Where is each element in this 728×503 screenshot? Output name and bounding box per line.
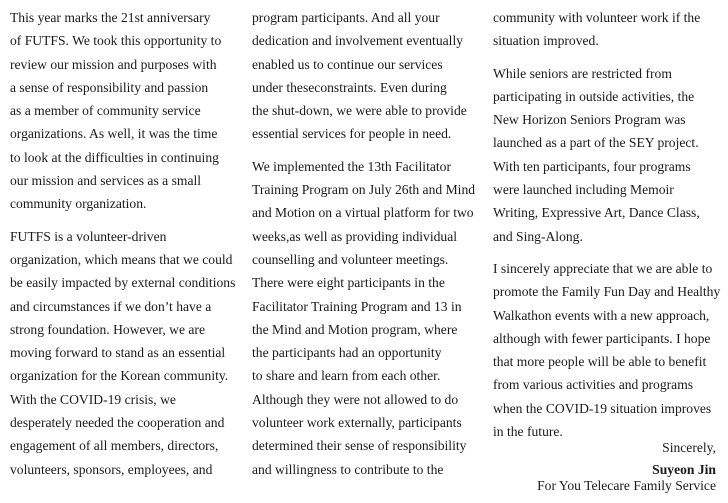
text-line: organization for the Korean community. [10,368,229,384]
text-line: that more people will be able to benefit [493,354,707,370]
text-line: organization, which means that we could [10,251,233,267]
text-line: Writing, Expressive Art, Dance Class, [493,205,700,221]
paragraph-appreciation [493,257,721,443]
text-line: moving forward to stand as an essential [10,345,226,361]
text-line: under theseconstraints. Even during [252,79,447,95]
text-line: With the COVID-19 crisis, we [10,391,176,407]
text-line: launched as a part of the SEY project. [493,135,699,151]
text-line: promote the Family Fun Day and Healthy [493,284,721,300]
text-line: This year marks the 21st anniversary [10,10,211,25]
text-line: be easily impacted by external conditions [10,275,236,291]
text-line: from various activities and programs [493,377,694,393]
column-3 [493,6,721,443]
text-line: in the future. [493,424,563,440]
paragraph-participants [252,6,478,146]
paragraph-anniversary [10,6,236,216]
text-line: Facilitator Training Program and 13 in [252,298,462,314]
text-line: weeks,as well as providing individual [252,228,458,244]
text-line: the Mind and Motion program, where [252,321,458,337]
paragraph-volunteer-driven [10,225,236,481]
text-line: the shut-down, we were able to provide [252,103,467,119]
text-line: dedication and involvement eventually [252,33,464,49]
text-line: were launched including Memoir [493,182,674,198]
text-line: We implemented the 13th Facilitator [252,158,451,174]
text-line: and Sing-Along. [493,228,583,244]
text-line: when the COVID-19 situation improves [493,400,712,416]
text-line: New Horizon Seniors Program was [493,112,686,128]
paragraph-community [493,6,721,53]
signature-name: Suyeon Jin [652,462,716,477]
text-line: organizations. As well, it was the time [10,126,218,142]
text-line: although with fewer participants. I hope [493,330,711,346]
text-line: Walkathon events with a new approach, [493,307,710,323]
text-line: to share and learn from each other. [252,368,441,384]
text-line: volunteers, sponsors, employees, and [10,461,213,477]
text-line: program participants. And all your [252,10,440,25]
text-line: community with volunteer work if the [493,10,701,25]
text-line: and willingness to contribute to the [252,461,444,477]
signature-closing: Sincerely, [662,440,716,455]
text-line: essential services for people in need. [252,126,452,142]
text-line: counselling and volunteer meetings. [252,251,449,267]
text-line: participating in outside activities, the [493,88,695,104]
text-line: determined their sense of responsibility [252,438,467,454]
paragraph-seniors-program [493,62,721,248]
text-line: enabled us to continue our services [252,56,443,72]
text-line: to look at the difficulties in continuing [10,149,219,165]
text-line: There were eight participants in the [252,275,445,291]
signature-organization: For You Telecare Family Service [537,478,716,493]
text-line: I sincerely appreciate that we are able to [493,260,713,276]
text-line: and Motion on a virtual platform for two [252,205,474,221]
column-1 [10,6,236,481]
text-line: strong foundation. However, we are [10,321,205,337]
column-2 [252,6,478,481]
text-line: Although they were not allowed to do [252,391,459,407]
text-line: While seniors are restricted from [493,65,672,81]
text-line: FUTFS is a volunteer-driven [10,228,167,244]
text-line: desperately needed the cooperation and [10,415,225,431]
text-line: engagement of all members, directors, [10,438,219,454]
text-line: community organization. [10,196,147,212]
text-line: the participants had an opportunity [252,345,442,361]
text-line: situation improved. [493,33,599,49]
text-line: of FUTFS. We took this opportunity to [10,33,222,49]
text-line: With ten participants, four programs [493,158,691,174]
text-line: and circumstances if we don’t have a [10,298,212,314]
text-line: Training Program on July 26th and Mind [252,182,476,198]
text-line: volunteer work externally, participants [252,415,462,431]
text-line: review our mission and purposes with [10,56,217,72]
paragraph-training-program [252,155,478,481]
text-line: our mission and services as a small [10,173,202,189]
text-line: as a member of community service [10,103,201,119]
text-line: a sense of responsibility and passion [10,79,209,95]
